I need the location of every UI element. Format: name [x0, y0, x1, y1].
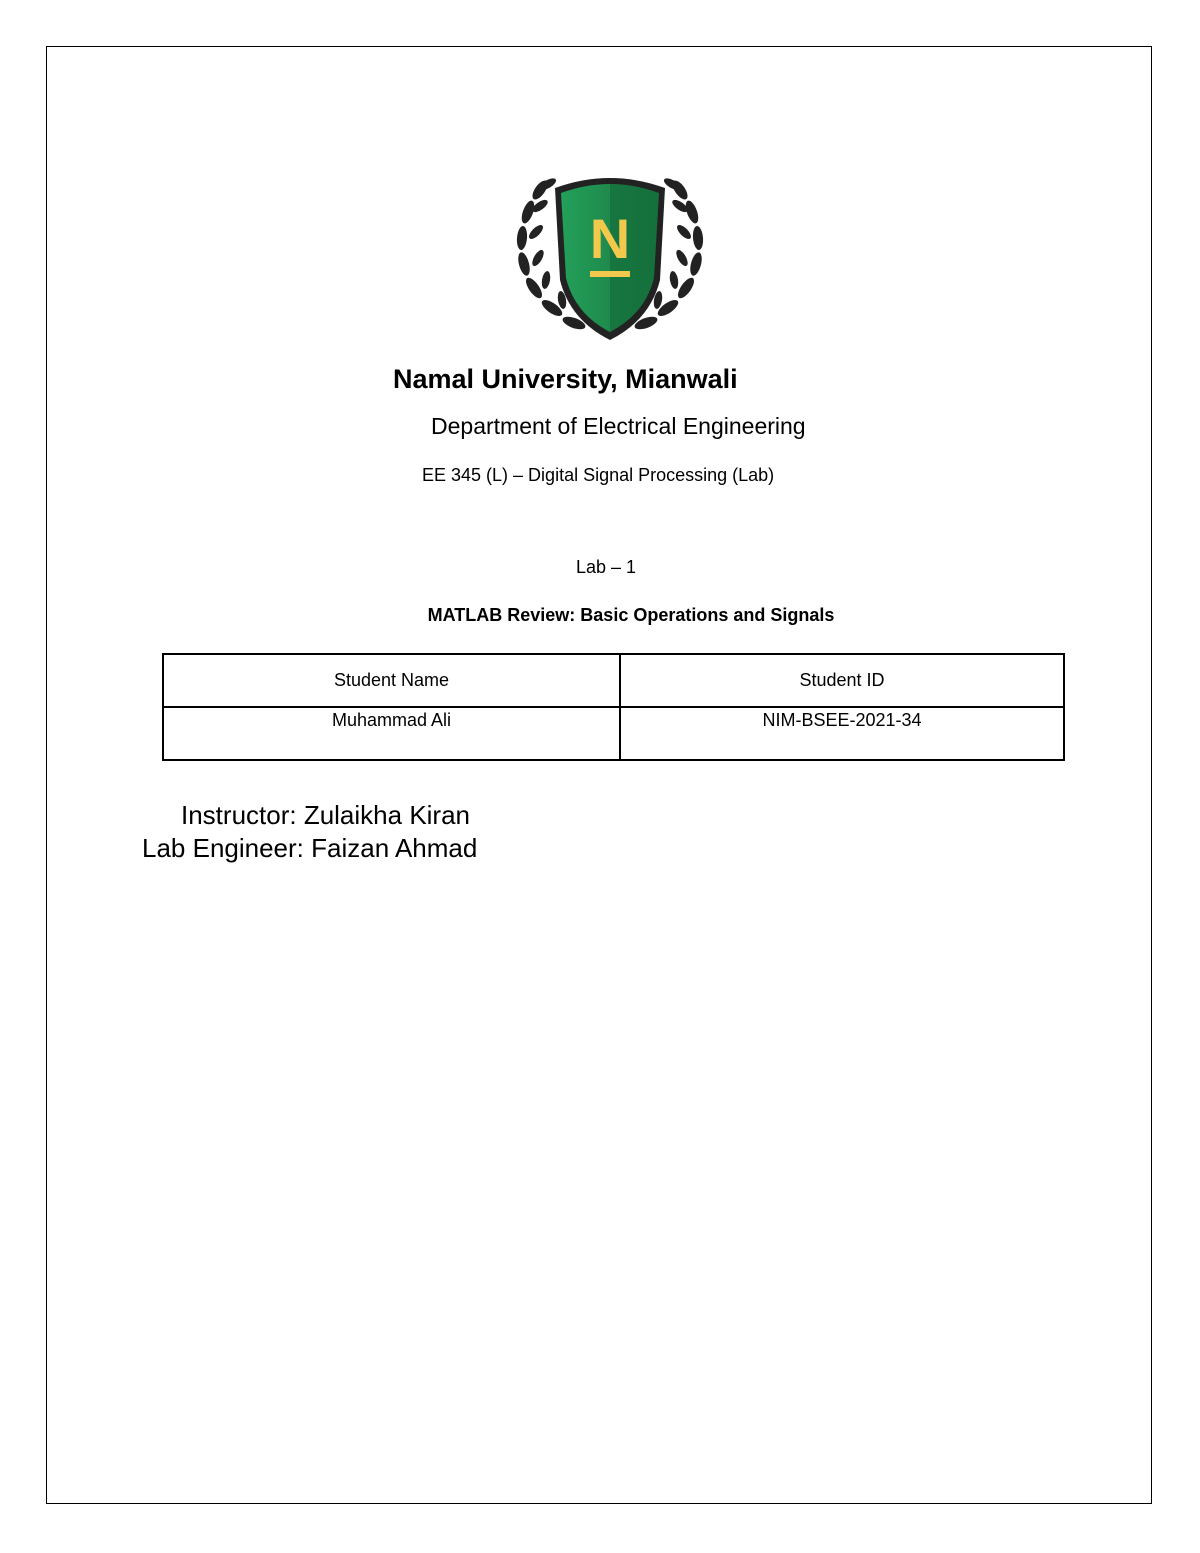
lab-title: MATLAB Review: Basic Operations and Signals	[427, 605, 835, 625]
course-title: EE 345 (L) – Digital Signal Processing (Lab)	[422, 465, 775, 485]
header-student-id: Student ID	[620, 654, 1064, 707]
logo-underline-icon	[590, 271, 630, 277]
lab-number: Lab – 1	[575, 557, 637, 577]
cell-student-id: NIM-BSEE-2021-34	[620, 707, 1064, 760]
table-row	[163, 707, 1064, 760]
lab-engineer-name: Lab Engineer: Faizan Ahmad	[142, 833, 478, 863]
logo-letter: N	[589, 207, 631, 270]
university-name: Namal University, Mianwali	[393, 364, 738, 394]
table-header-row	[163, 654, 1064, 707]
instructor-name: Instructor: Zulaikha Kiran	[181, 800, 471, 830]
header-student-name: Student Name	[163, 654, 620, 707]
cell-student-name: Muhammad Ali	[163, 707, 620, 760]
university-logo-icon	[510, 160, 710, 345]
student-table	[162, 653, 1065, 761]
department-name: Department of Electrical Engineering	[431, 413, 806, 439]
